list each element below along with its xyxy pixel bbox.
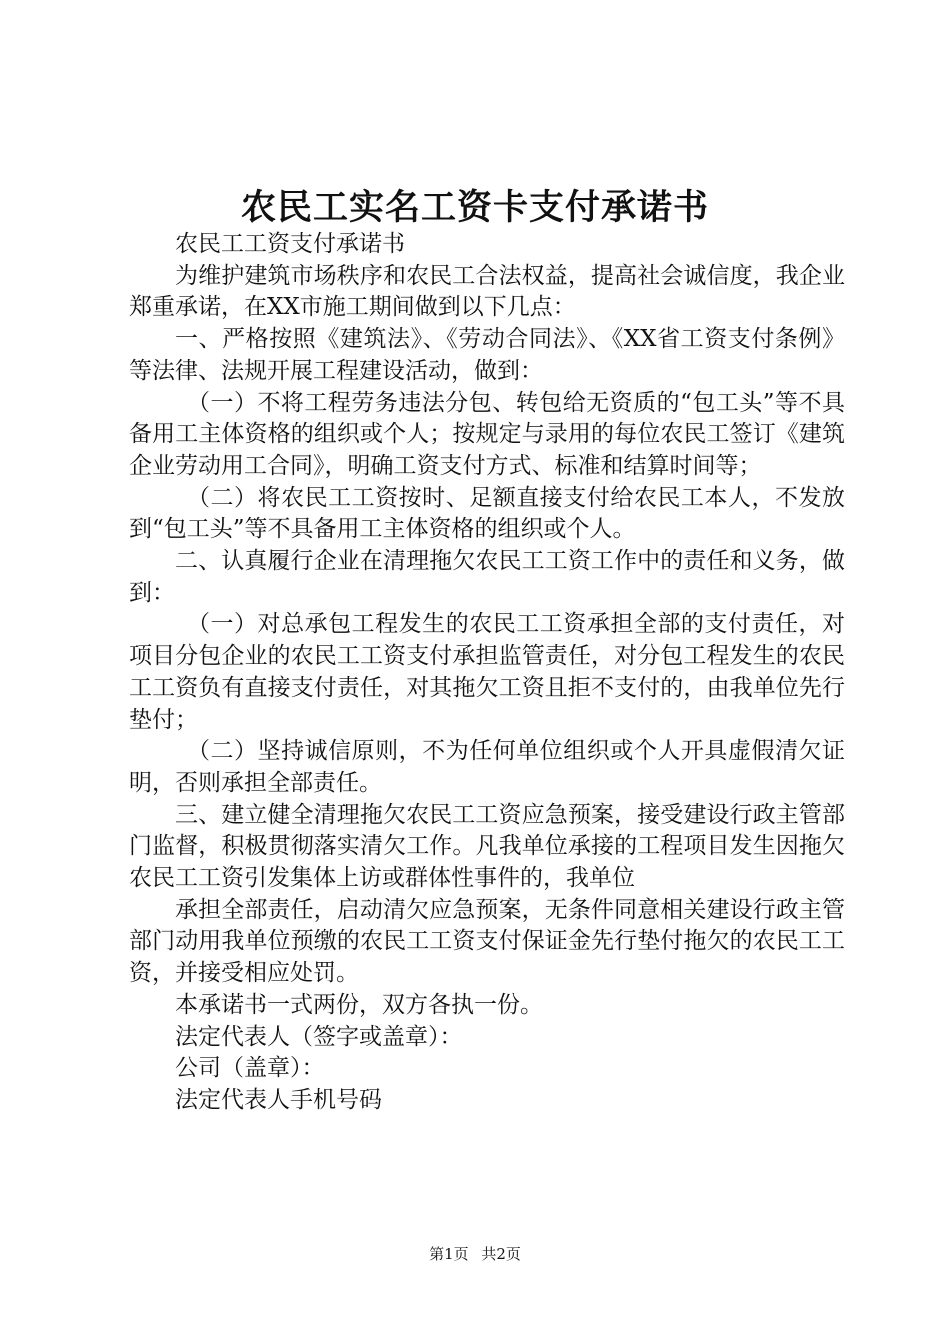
paragraph-section-1-item-2: （二）将农民工工资按时、足额直接支付给农民工本人，不发放到“包工头”等不具备用工主体资格的组织或个人。: [129, 484, 845, 543]
document-title: 农民工实名工资卡支付承诺书: [240, 187, 709, 228]
paragraph-section-2-item-2: （二）坚持诚信原则，不为任何单位组织或个人开具虚假清欠证明，否则承担全部责任。: [129, 738, 845, 796]
paragraph-copies: 本承诺书一式两份，双方各执一份。: [175, 991, 543, 1018]
signature-company-seal: 公司（盖章）：: [175, 1055, 325, 1082]
page-number-current: 第1页: [429, 1245, 469, 1263]
page-footer: [0, 1243, 950, 1265]
paragraph-section-3: 三、建立健全清理拖欠农民工工资应急预案，接受建设行政主管部门监督，积极贯彻落实清欠工作。凡我单位承接的工程项目发生因拖欠农民工工资引发集体上访或群体性事件的，我单位: [129, 801, 845, 892]
paragraph-heading: 农民工工资支付承诺书: [175, 231, 405, 257]
paragraph-section-3-continued: 承担全部责任，启动清欠应急预案，无条件同意相关建设行政主管部门动用我单位预缴的农民工工资支付保证金先行垫付拖欠的农民工工资，并接受相应处罚。: [129, 896, 845, 987]
paragraph-section-2: 二、认真履行企业在清理拖欠农民工工资工作中的责任和义务，做到：: [129, 548, 845, 606]
signature-legal-representative: 法定代表人（签字或盖章）：: [175, 1023, 463, 1050]
paragraph-section-1-item-1: （一）不将工程劳务违法分包、转包给无资质的“包工头”等不具备用工主体资格的组织或个人；按规定与录用的每位农民工签订《建筑企业劳动用工合同》，明确工资支付方式、标准和结算时间等；: [129, 389, 845, 479]
page-number-total: 共2页: [481, 1245, 521, 1263]
paragraph-section-1: 一、严格按照《建筑法》、《劳动合同法》、《XX省工资支付条例》等法律、法规开展工程建设活动，做到：: [129, 326, 845, 384]
signature-phone-number: 法定代表人手机号码: [175, 1086, 382, 1113]
document-body: [129, 229, 845, 1117]
paragraph-intro: 为维护建筑市场秩序和农民工合法权益，提高社会诚信度，我企业郑重承诺，在XX市施工期间做到以下几点：: [129, 262, 845, 321]
paragraph-section-2-item-1: （一）对总承包工程发生的农民工工资承担全部的支付责任，对项目分包企业的农民工工资支付承担监管责任，对分包工程发生的农民工工资负有直接支付责任，对其拖欠工资且拒不支付的，由我单位先行垫付；: [129, 611, 845, 733]
